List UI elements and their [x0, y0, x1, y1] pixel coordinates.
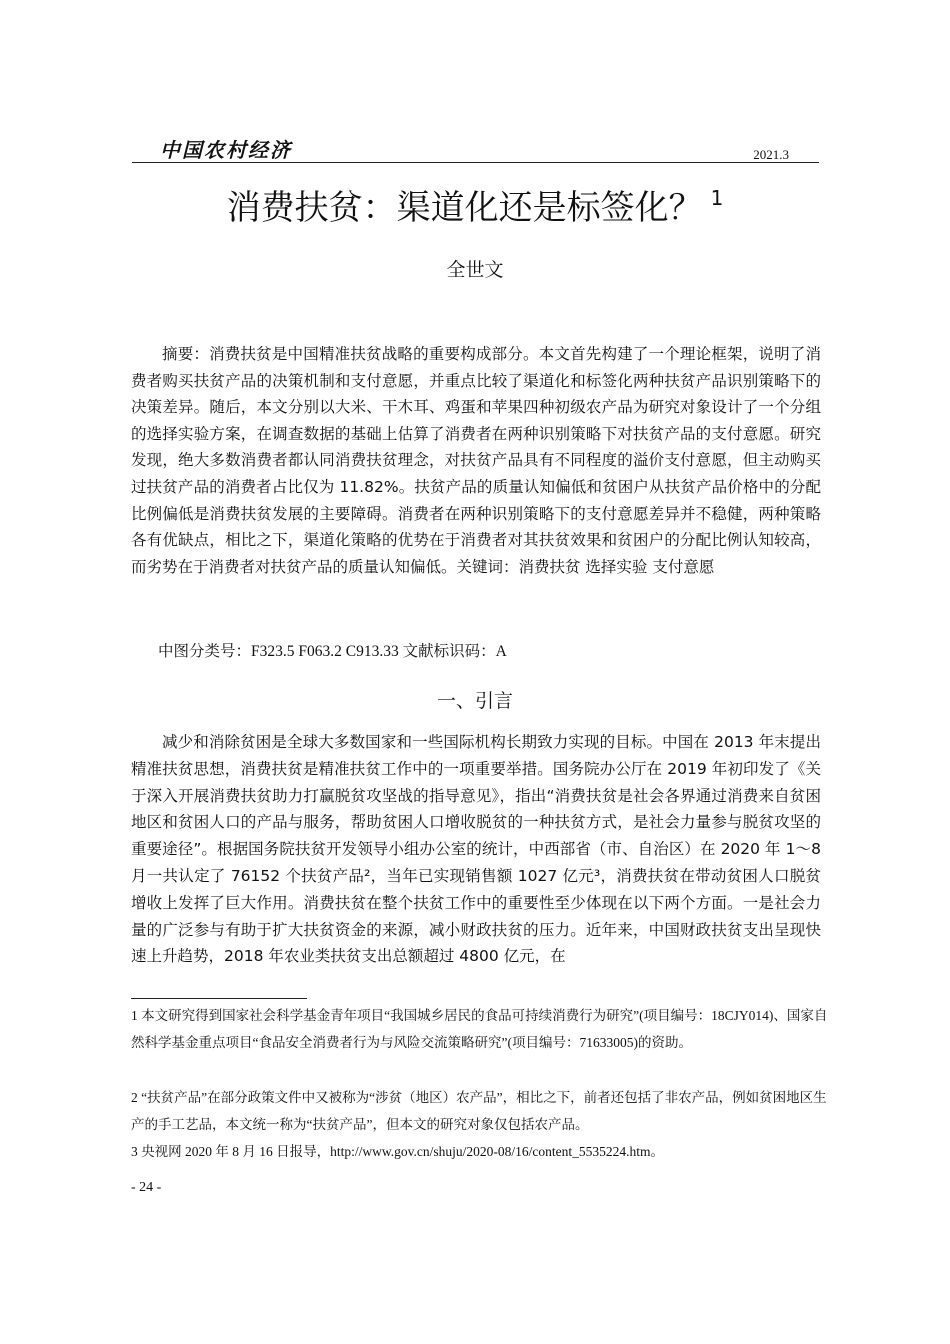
article-title [0, 180, 950, 229]
footnote-divider [131, 998, 307, 999]
title-text: 消费扶贫：渠道化还是标签化？ [226, 188, 703, 228]
issue-number: 2021.3 [753, 147, 789, 162]
intro-paragraph: 减少和消除贫困是全球大多数国家和一些国际机构长期致力实现的目标。中国在 2013 年末提出精准扶贫思想，消费扶贫是精准扶贫工作中的一项重要举措。国务院办公厅在 2019 年初印发了《关于深入开展消费扶贫助力打赢脱贫攻坚战的指导意见》，指出“消费扶贫是社会各界通过消费来自贫困地区和贫困人口的产品与服务，帮助贫困人口增收脱贫的一种扶贫方式，是社会力量参与脱贫攻坚的重要途径”。根据国务院扶贫开发领导小组办公室的统计，中西部省（市、自治区）在 2020 年 1～8 月一共认定了 76152 个扶贫产品²，当年已实现销售额 1027 亿元³，消费扶贫在带动贫困人口脱贫增收上发挥了巨大作用。消费扶贫在整个扶贫工作中的重要性至少体现在以下两个方面。一是社会力量的广泛参与有助于扩大扶贫资金的来源，减小财政扶贫的压力。近年来，中国财政扶贫支出呈现快速上升趋势，2018 年农业类扶贫支出总额超过 4800 亿元，在 [131, 733, 821, 966]
abstract: 摘要：消费扶贫是中国精准扶贫战略的重要构成部分。本文首先构建了一个理论框架，说明了消费者购买扶贫产品的决策机制和支付意愿，并重点比较了渠道化和标签化两种扶贫产品识别策略下的决策差异。随后，本文分别以大米、干木耳、鸡蛋和苹果四种初级农产品为研究对象设计了一个分组的选择实验方案，在调查数据的基础上估算了消费者在两种识别策略下对扶贫产品的支付意愿。研究发现，绝大多数消费者都认同消费扶贫理念，对扶贫产品具有不同程度的溢价支付意愿，但主动购买过扶贫产品的消费者占比仅为 11.82%。扶贫产品的质量认知偏低和贫困户从扶贫产品价格中的分配比例偏低是消费扶贫发展的主要障碍。消费者在两种识别策略下的支付意愿差异并不稳健，两种策略各有优缺点，相比之下，渠道化策略的优势在于消费者对其扶贫效果和贫困户的分配比例认知较高，而劣势在于消费者对扶贫产品的质量认知偏低。关键词：消费扶贫 选择实验 支付意愿 [131, 345, 821, 576]
footnote-3: 3 央视网 2020 年 8 月 16 日报导，http://www.gov.cn/shuju/2020-08/16/content_5535224.htm。 [131, 1144, 664, 1159]
page-header [132, 132, 819, 163]
footnote-2: 2 “扶贫产品”在部分政策文件中又被称为“涉贫（地区）农产品”，相比之下，前者还包括了非农产品，例如贫困地区生产的手工艺品，本文统一称为“扶贫产品”，但本文的研究对象仅包括农产品。 [131, 1090, 827, 1132]
title-footnote-marker: 1 [710, 186, 724, 210]
journal-name: 中国农村经济 [160, 138, 292, 162]
section-heading: 一、引言 [436, 690, 513, 712]
classification-line: 中图分类号：F323.5 F063.2 C913.33 文献标识码：A [158, 643, 507, 660]
footnote-1: 1 本文研究得到国家社会科学基金青年项目“我国城乡居民的食品可持续消费行为研究”(项目编号：18CJY014)、国家自然科学基金重点项目“食品安全消费者行为与风险交流策略研究”(项目编号：71633005)的资助。 [131, 1008, 828, 1050]
author: 全世文 [446, 259, 504, 281]
page-number: - 24 - [131, 1180, 162, 1195]
